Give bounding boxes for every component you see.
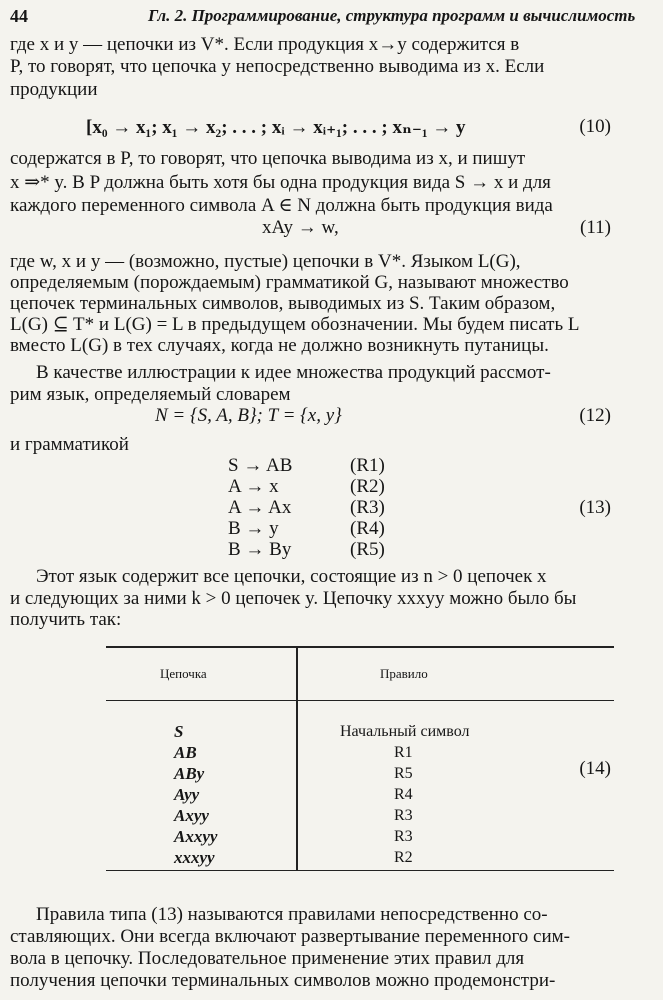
table-cell-chain: Axxyy xyxy=(174,827,218,846)
grammar-label: (R5) xyxy=(350,539,385,560)
grammar-production: A → Ax xyxy=(228,497,292,518)
para3-line-1: где w, x и y — (возможно, пустые) цепочки в V*. Языком L(G), xyxy=(10,251,521,272)
table-cell-chain: AB xyxy=(174,743,197,762)
table-cell-chain: Ayy xyxy=(174,785,200,804)
table-cell-rule: R3 xyxy=(394,807,413,824)
para1-line-3: продукции xyxy=(10,79,98,100)
grammar-production: A → x xyxy=(228,476,279,497)
table-bottom-rule xyxy=(106,870,614,871)
table-cell-chain: ABy xyxy=(174,764,205,783)
equation-12: N = {S, A, B}; T = {x, y} xyxy=(155,405,342,426)
para6-line-2: и следующих за ними k > 0 цепочек y. Цепочку xxxyy можно было бы xyxy=(10,588,577,609)
para2-line-2: x ⇒* y. В P должна быть хотя бы одна продукция вида S → x и для xyxy=(10,172,551,193)
table-cell-rule: R1 xyxy=(394,744,413,761)
para3-line-5: вместо L(G) в тех случаях, когда не должно возникнуть путаницы. xyxy=(10,335,549,356)
grammar-label: (R3) xyxy=(350,497,385,518)
para4-line-1: В качестве иллюстрации к идее множества продукций рассмот- xyxy=(36,362,551,383)
para7-line-2: ставляющих. Они всегда включают развертывание переменного сим- xyxy=(10,926,571,947)
para6-line-1: Этот язык содержит все цепочки, состоящие из n > 0 цепочек x xyxy=(36,566,547,587)
para3-line-2: определяемым (порождаемым) грамматикой G, называют множество xyxy=(10,272,569,293)
table-cell-chain: Axyy xyxy=(174,806,209,825)
equation-12-number: (12) xyxy=(579,405,611,426)
grammar-label: (R4) xyxy=(350,518,385,539)
para2-line-3: каждого переменного символа A ∈ N должна быть продукция вида xyxy=(10,195,553,216)
equation-10: [x₀ → x₁; x₁ → x₂; . . . ; xᵢ → xᵢ₊₁; . . . ; xₙ₋₁ → y xyxy=(86,117,466,138)
para7-line-1: Правила типа (13) называются правилами непосредственно со- xyxy=(36,904,548,925)
table-cell-rule: R5 xyxy=(394,765,413,782)
table-cell-chain: S xyxy=(174,722,184,741)
para3-line-4: L(G) ⊆ T* и L(G) = L в предыдущем обозначении. Мы будем писать L xyxy=(10,314,580,335)
table-header-rule xyxy=(106,700,614,701)
para1-line-2: P, то говорят, что цепочка y непосредственно выводима из x. Если xyxy=(10,56,545,77)
para6-line-3: получить так: xyxy=(10,609,122,630)
para1-line-1: где x и y — цепочки из V*. Если продукция x→y содержится в xyxy=(10,34,520,55)
table-header-rule-col: Правило xyxy=(380,666,428,681)
equation-13-number: (13) xyxy=(579,497,611,518)
grammar-production: B → By xyxy=(228,539,292,560)
table-cell-rule: R3 xyxy=(394,828,413,845)
grammar-production: B → y xyxy=(228,518,279,539)
equation-14-number: (14) xyxy=(579,758,611,779)
table-cell-rule: Начальный символ xyxy=(340,723,470,740)
para3-line-3: цепочек терминальных символов, выводимых из S. Таким образом, xyxy=(10,293,556,314)
table-cell-chain: xxxyy xyxy=(174,848,215,867)
grammar-production: S → AB xyxy=(228,455,293,476)
para7-line-3: вола в цепочку. Последовательное применение этих правил для xyxy=(10,948,525,969)
para2-line-1: содержатся в P, то говорят, что цепочка выводима из x, и пишут xyxy=(10,148,526,169)
grammar-label: (R2) xyxy=(350,476,385,497)
table-top-rule xyxy=(106,646,614,648)
para4-line-2: рим язык, определяемый словарем xyxy=(10,384,291,405)
para5: и грамматикой xyxy=(10,434,129,455)
table-column-divider xyxy=(296,646,298,870)
grammar-label: (R1) xyxy=(350,455,385,476)
equation-10-number: (10) xyxy=(579,116,611,137)
page-number: 44 xyxy=(10,6,28,26)
running-header-title: Гл. 2. Программирование, структура программ и вычислимость xyxy=(148,6,636,25)
para7-line-4: получения цепочки терминальных символов можно продемонстри- xyxy=(10,970,556,991)
table-header-chain: Цепочка xyxy=(160,666,207,681)
table-cell-rule: R4 xyxy=(394,786,413,803)
table-cell-rule: R2 xyxy=(394,849,413,866)
equation-11: xAy → w, xyxy=(262,217,339,238)
equation-11-number: (11) xyxy=(580,217,611,238)
